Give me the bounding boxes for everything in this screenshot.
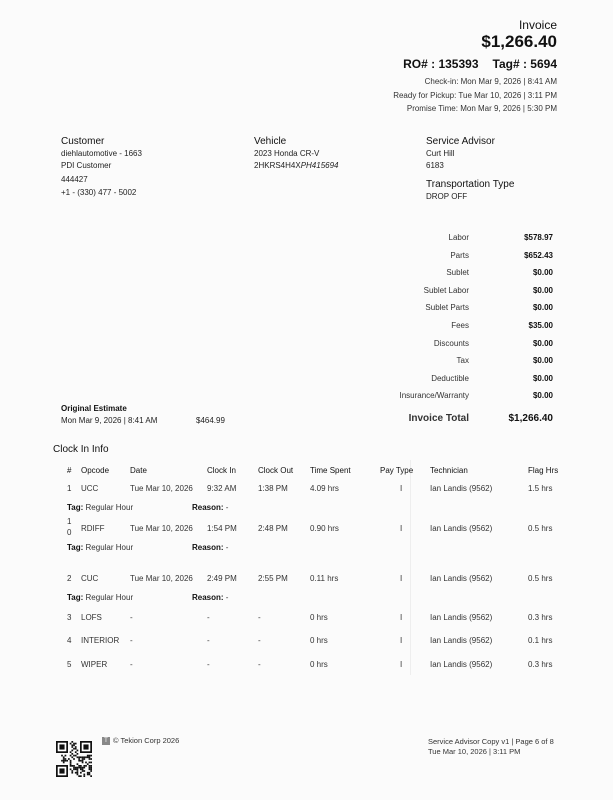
summary-label: Fees	[451, 321, 469, 330]
cell-pay-type: I	[400, 574, 403, 583]
cell-technician: Ian Landis (9562)	[430, 524, 493, 533]
summary-label: Sublet Labor	[423, 285, 469, 295]
cell-clock-out: 1:38 PM	[258, 484, 288, 493]
cell-clock-out: 2:55 PM	[258, 574, 288, 583]
estimate-row	[61, 415, 281, 427]
cell-date: -	[130, 636, 133, 645]
customer-phone: +1 - (330) 477 - 5002	[61, 188, 137, 197]
tekion-logo-icon: T	[102, 737, 110, 745]
vehicle-title: Vehicle	[254, 136, 287, 147]
transport-type: DROP OFF	[426, 192, 468, 201]
vehicle-vin	[254, 160, 339, 172]
row-reason	[192, 593, 228, 602]
customer-id: 444427	[61, 175, 88, 184]
summary-value: $0.00	[532, 356, 553, 366]
customer-title: Customer	[61, 136, 105, 147]
cell-num: 5	[67, 660, 72, 669]
advisor-name: Curt Hill	[426, 149, 455, 158]
column-header: Date	[130, 466, 147, 475]
cell-num: 4	[67, 636, 72, 645]
cell-time-spent: 0 hrs	[310, 613, 328, 622]
cell-pay-type: I	[400, 660, 403, 669]
tag-value: Regular Hour	[85, 503, 134, 512]
cell-num: 1	[67, 484, 72, 493]
customer-name: diehlautomotive - 1663	[61, 149, 142, 158]
cell-flag-hrs: 1.5 hrs	[528, 484, 553, 493]
reason-label: Reason:	[192, 593, 224, 602]
row-reason	[192, 503, 228, 512]
column-header: Clock Out	[258, 466, 294, 475]
summary-label: Parts	[450, 250, 469, 260]
summary-value: $578.97	[524, 233, 553, 242]
summary-label: Sublet Parts	[425, 303, 469, 313]
tag-label: Tag:	[67, 593, 84, 602]
cell-opcode: INTERIOR	[81, 636, 120, 645]
estimate-amount: $464.99	[196, 416, 225, 425]
column-header: Flag Hrs	[528, 466, 559, 475]
ro-number: RO# : 135393	[403, 57, 479, 71]
cell-clock-in: 9:32 AM	[207, 484, 237, 493]
advisor-title: Service Advisor	[426, 136, 495, 147]
reason-value: -	[225, 543, 229, 552]
tag-label: Tag:	[67, 543, 84, 552]
cell-technician: Ian Landis (9562)	[430, 636, 493, 645]
cell-technician: Ian Landis (9562)	[430, 574, 493, 583]
copyright-line	[102, 736, 179, 745]
summary-label: Labor	[448, 233, 469, 242]
column-header: Technician	[430, 466, 468, 475]
promise-time: Promise Time: Mon Mar 9, 2026 | 5:30 PM	[406, 104, 557, 113]
cell-date: -	[130, 613, 133, 622]
column-header: Opcode	[81, 466, 110, 475]
cell-flag-hrs: 0.5 hrs	[528, 574, 553, 583]
column-header: Time Spent	[310, 466, 351, 475]
cell-time-spent: 0.90 hrs	[310, 524, 339, 533]
summary-label: Tax	[456, 356, 469, 366]
cell-clock-out: 2:48 PM	[258, 524, 288, 533]
cell-clock-in: -	[207, 636, 210, 645]
copyright-text: © Tekion Corp 2026	[113, 736, 180, 745]
row-tag	[67, 593, 133, 602]
cell-num: 2	[67, 574, 72, 583]
reason-value: -	[225, 593, 229, 602]
reason-value: -	[225, 503, 229, 512]
cell-flag-hrs: 0.3 hrs	[528, 660, 553, 669]
table-divider	[410, 460, 411, 675]
cell-opcode: LOFS	[81, 613, 102, 622]
cell-opcode: RDIFF	[81, 524, 105, 533]
cell-num: 10	[67, 517, 72, 537]
cell-time-spent: 0.11 hrs	[310, 574, 339, 583]
row-reason	[192, 543, 228, 552]
cell-date: -	[130, 660, 133, 669]
advisor-section	[426, 136, 514, 203]
cell-clock-in: 1:54 PM	[207, 524, 237, 533]
customer-section	[61, 136, 142, 199]
cell-opcode: CUC	[81, 574, 99, 583]
customer-type: PDI Customer	[61, 161, 112, 170]
reason-label: Reason:	[192, 503, 224, 512]
cell-time-spent: 0 hrs	[310, 660, 328, 669]
row-tag	[67, 543, 133, 552]
summary-label: Sublet	[446, 268, 469, 278]
cell-clock-out: -	[258, 636, 261, 645]
summary-value: $35.00	[528, 321, 553, 330]
column-header: Pay Type	[380, 466, 414, 475]
cell-technician: Ian Landis (9562)	[430, 484, 493, 493]
cell-date: Tue Mar 10, 2026	[130, 574, 193, 583]
ro-tag-line	[403, 57, 557, 71]
cell-flag-hrs: 0.3 hrs	[528, 613, 553, 622]
invoice-title: Invoice	[518, 18, 557, 32]
invoice-total-label: Invoice Total	[408, 413, 469, 424]
cell-clock-in: -	[207, 660, 210, 669]
vin-suffix: PH415694	[300, 161, 339, 170]
summary-value: $0.00	[532, 268, 553, 278]
cell-technician: Ian Landis (9562)	[430, 613, 493, 622]
checkin-time: Check-in: Mon Mar 9, 2026 | 8:41 AM	[424, 77, 557, 86]
cell-pay-type: I	[400, 613, 403, 622]
cell-flag-hrs: 0.1 hrs	[528, 636, 553, 645]
estimate-title: Original Estimate	[61, 404, 127, 413]
transport-title: Transportation Type	[426, 179, 515, 190]
cell-clock-in: 2:49 PM	[207, 574, 237, 583]
reason-label: Reason:	[192, 543, 224, 552]
summary-label: Discounts	[433, 338, 469, 348]
tag-value: Regular Hour	[85, 543, 134, 552]
tag-number: Tag# : 5694	[492, 57, 557, 71]
cell-technician: Ian Landis (9562)	[430, 660, 493, 669]
tag-value: Regular Hour	[85, 593, 134, 602]
summary-value: $0.00	[532, 391, 553, 401]
vehicle-section	[254, 136, 339, 172]
cell-time-spent: 4.09 hrs	[310, 484, 339, 493]
cell-flag-hrs: 0.5 hrs	[528, 524, 553, 533]
advisor-id: 6183	[426, 161, 444, 170]
summary-label: Insurance/Warranty	[399, 391, 469, 401]
qr-code	[56, 741, 92, 777]
summary-value: $0.00	[532, 338, 553, 348]
cell-pay-type: I	[400, 484, 403, 493]
vehicle-model: 2023 Honda CR-V	[254, 149, 320, 158]
cell-pay-type: I	[400, 636, 403, 645]
estimate-section	[61, 403, 281, 427]
cell-clock-in: -	[207, 613, 210, 622]
summary-value: $652.43	[524, 250, 553, 260]
column-header: #	[67, 466, 72, 475]
cell-pay-type: I	[400, 524, 403, 533]
summary-value: $0.00	[532, 303, 553, 313]
cell-opcode: WIPER	[81, 660, 108, 669]
cell-clock-out: -	[258, 660, 261, 669]
cell-clock-out: -	[258, 613, 261, 622]
tag-label: Tag:	[67, 503, 84, 512]
summary-value: $0.00	[532, 373, 553, 383]
ready-time: Ready for Pickup: Tue Mar 10, 2026 | 3:11 PM	[393, 91, 557, 100]
printed-date: Tue Mar 10, 2026 | 3:11 PM	[428, 747, 521, 756]
cell-num: 3	[67, 613, 72, 622]
summary-label: Deductible	[431, 373, 469, 383]
cell-date: Tue Mar 10, 2026	[130, 484, 193, 493]
copy-info: Service Advisor Copy v1 | Page 6 of 8	[428, 737, 554, 746]
clock-in-title: Clock In Info	[53, 444, 109, 455]
cell-time-spent: 0 hrs	[310, 636, 328, 645]
invoice-amount: $1,266.40	[481, 32, 557, 51]
row-tag	[67, 503, 133, 512]
summary-value: $0.00	[532, 285, 553, 295]
column-header: Clock In	[207, 466, 236, 475]
estimate-date: Mon Mar 9, 2026 | 8:41 AM	[61, 416, 158, 425]
cell-opcode: UCC	[81, 484, 99, 493]
vin-prefix: 2HKRS4H4X	[254, 161, 301, 170]
invoice-total-value: $1,266.40	[508, 413, 553, 424]
cell-date: Tue Mar 10, 2026	[130, 524, 193, 533]
